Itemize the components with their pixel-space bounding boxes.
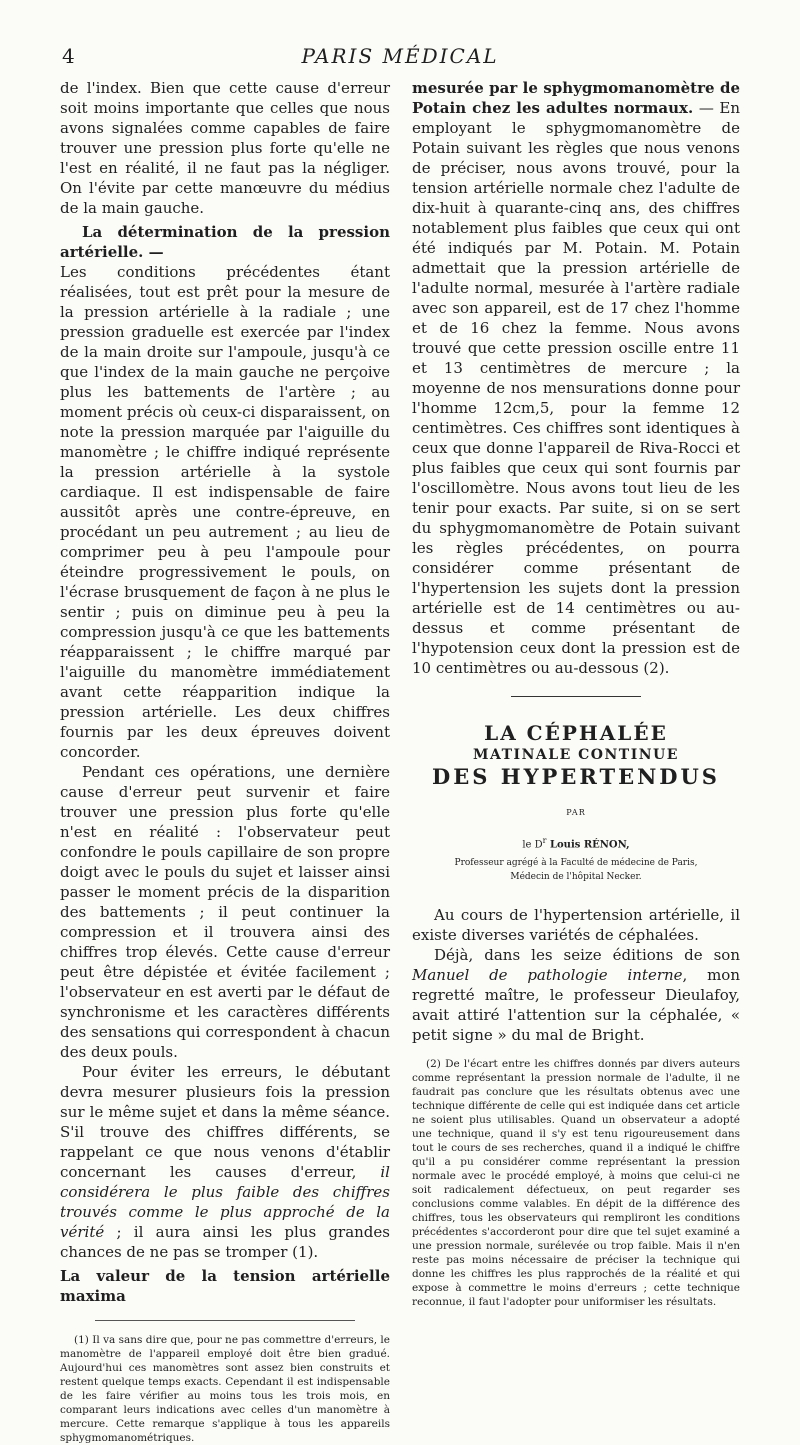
article-title-block	[412, 696, 740, 883]
paragraph: Les conditions précédentes étant réalisées, tout est prêt pour la mesure de la pression artérielle à la radiale ; une pression graduelle est exercée par l'index de la main droite sur l'ampoule, jusqu'à ce que l'index de la main gauche ne perçoive plus les battements de l'artère ; au moment précis où ceux-ci disparaissent, on note la pression marquée par l'aiguille du manomètre ; le chiffre indiqué représente la pression artérielle à la systole cardiaque. Il est indispensable de faire aussitôt après une contre-épreuve, en procédant un peu autrement ; au lieu de comprimer peu à peu l'ampoule pour éteindre progressivement le pouls, on l'écrase brusquement de façon à ne plus le sentir ; puis on diminue peu à peu la compression jusqu'à ce que les battements réapparaissent ; le chiffre marqué par l'aiguille du manomètre immédiatement avant cette réapparition indique la pression artérielle. Les deux chiffres fournis par les deux épreuves doivent concorder.	[60, 263, 390, 761]
text-run: , mon regretté maître, le professeur Dieulafoy, avait attiré l'attention sur la céphalée, « petit signe » du mal de Bright.	[412, 966, 741, 1045]
section-heading: La détermination de la pression artérielle. —	[60, 223, 390, 261]
italic-text: Manuel de pathologie interne	[412, 966, 683, 985]
paragraph: de l'index. Bien que cette cause d'erreur soit moins importante que celles que nous avons signalées comme capables de faire trouver une pression plus forte qu'elle ne l'est en réalité, il ne faut pas la négliger. On l'évite par cette manœuvre du médius de la main gauche.	[60, 79, 390, 217]
divider	[511, 696, 641, 697]
text-run: ; il aura ainsi les plus grandes chances de ne pas se tromper (1).	[60, 1223, 390, 1261]
section-heading: La valeur de la tension artérielle maxima	[60, 1267, 390, 1305]
author-prefix: le D	[522, 839, 543, 851]
article-title: LA CÉPHALÉE	[484, 721, 668, 745]
section-heading: mesurée par le sphygmomanomètre de Potain chez les adultes normaux.	[412, 79, 740, 117]
text-run: Déjà, dans les seize éditions de son	[434, 946, 740, 965]
byline-par: PAR	[566, 808, 586, 817]
author-affiliation: Professeur agrégé à la Faculté de médecine de Paris,	[454, 858, 698, 869]
author-sup: r	[542, 836, 547, 845]
right-column	[412, 78, 740, 1309]
author-name: Louis RÉNON,	[546, 839, 630, 851]
footnote: (2) De l'écart entre les chiffres donnés par divers auteurs comme représentant la pression normale de l'adulte, il ne faudrait pas conclure que les résultats obtenus avec une technique différente de celle qui est indiquée dans cet article ne soient plus utilisables. Quand un observateur a adopté une technique, quand il s'y est tenu rigoureusement dans tout le cours de ses recherches, quand il a indiqué le chiffre qu'il a pu considérer comme représentant la pression normale avec le procédé employé, à moins que celui-ci ne soit radicalement défectueux, on peut regarder ses conclusions comme valables. En dépit de la différence des chiffres, tous les observateurs qui rempliront les conditions précédentes s'accorderont pour dire que tel sujet examiné a une pression normale, surélevée ou trop faible. Mais il n'en reste pas moins nécessaire de préciser la technique qui donne les chiffres les plus rapprochés de la réalité et qui expose à commettre le moins d'erreurs ; cette technique reconnue, il faut l'adopter pour uniformiser les résultats.	[412, 1058, 740, 1309]
text-run: — En employant le sphygmomanomètre de Potain suivant les règles que nous venons de préciser, nous avons trouvé, pour la tension artérielle normale chez l'adulte de dix-huit à quarante-cinq ans, des chiffres notablement plus faibles que ceux qui ont été indiqués par M. Potain. M. Potain admettait que la pression artérielle de l'adulte normal, mesurée à l'artère radiale avec son appareil, est de 17 chez l'homme et de 16 chez la femme. Nous avons trouvé que cette pression oscille entre 11 et 13 centimètres de mercure ; la moyenne de nos mensurations donne pour l'homme 12cm,5, pour la femme 12 centimètres. Ces chiffres sont identiques à ceux que donne l'appareil de Riva-Rocci et plus faibles que ceux qui sont fournis par l'oscillomètre. Nous avons tout lieu de les tenir pour exacts. Par suite, si on se sert du sphygmomanomètre de Potain suivant les règles précédentes, on pourra considérer comme présentant de l'hypertension les sujets dont la pression artérielle est de 14 centimètres ou au-dessus et comme présentant de l'hypotension ceux dont la pression est de 10 centimètres ou au-dessous (2).	[412, 99, 740, 677]
page-number: 4	[62, 44, 75, 68]
article-title: DES HYPERTENDUS	[432, 764, 720, 789]
article-subtitle: MATINALE CONTINUE	[473, 747, 679, 763]
text-run: Pour éviter les erreurs, le débutant devra mesurer plusieurs fois la pression sur le même sujet et dans la même séance. S'il trouve des chiffres différents, se rappelant ce que nous venons d'établir concernant les causes d'erreur,	[60, 1063, 390, 1181]
paragraph: Au cours de l'hypertension artérielle, il existe diverses variétés de céphalées.	[412, 906, 740, 945]
paragraph	[412, 945, 740, 1045]
running-title: PARIS MÉDICAL	[301, 44, 499, 68]
paragraph	[60, 1062, 390, 1262]
footnote-rule	[95, 1320, 355, 1321]
footnote: (1) Il va sans dire que, pour ne pas commettre d'erreurs, le manomètre de l'appareil employé doit être bien gradué. Aujourd'hui ces manomètres sont assez bien construits et restent quelque temps exacts. Cependant il est indispensable de les faire vérifier au moins tous les trois mois, en comparant leurs indications avec celles d'un manomètre à mercure. Cette remarque s'applique à tous les appareils sphygmomanométriques.	[60, 1334, 390, 1444]
left-column	[60, 78, 390, 1445]
author-affiliation: Médecin de l'hôpital Necker.	[510, 872, 642, 883]
italic-text: il considérera le plus faible des chiffres trouvés comme le plus approché de la vérité	[60, 1163, 390, 1241]
author	[412, 831, 740, 855]
paragraph: Pendant ces opérations, une dernière cause d'erreur peut survenir et faire trouver une pression plus forte qu'elle n'est en réalité : l'observateur peut confondre le pouls capillaire de son propre doigt avec le pouls du sujet et laisser ainsi passer le moment précis de la disparition des battements ; il peut continuer la compression et il trouvera ainsi des chiffres trop élevés. Cette cause d'erreur peut être dépistée et évitée facilement ; l'observateur en est averti par le défaut de synchronisme et les caractères différents des sensations qui correspondent à chacun des deux pouls.	[60, 763, 390, 1061]
paragraph	[412, 78, 740, 678]
